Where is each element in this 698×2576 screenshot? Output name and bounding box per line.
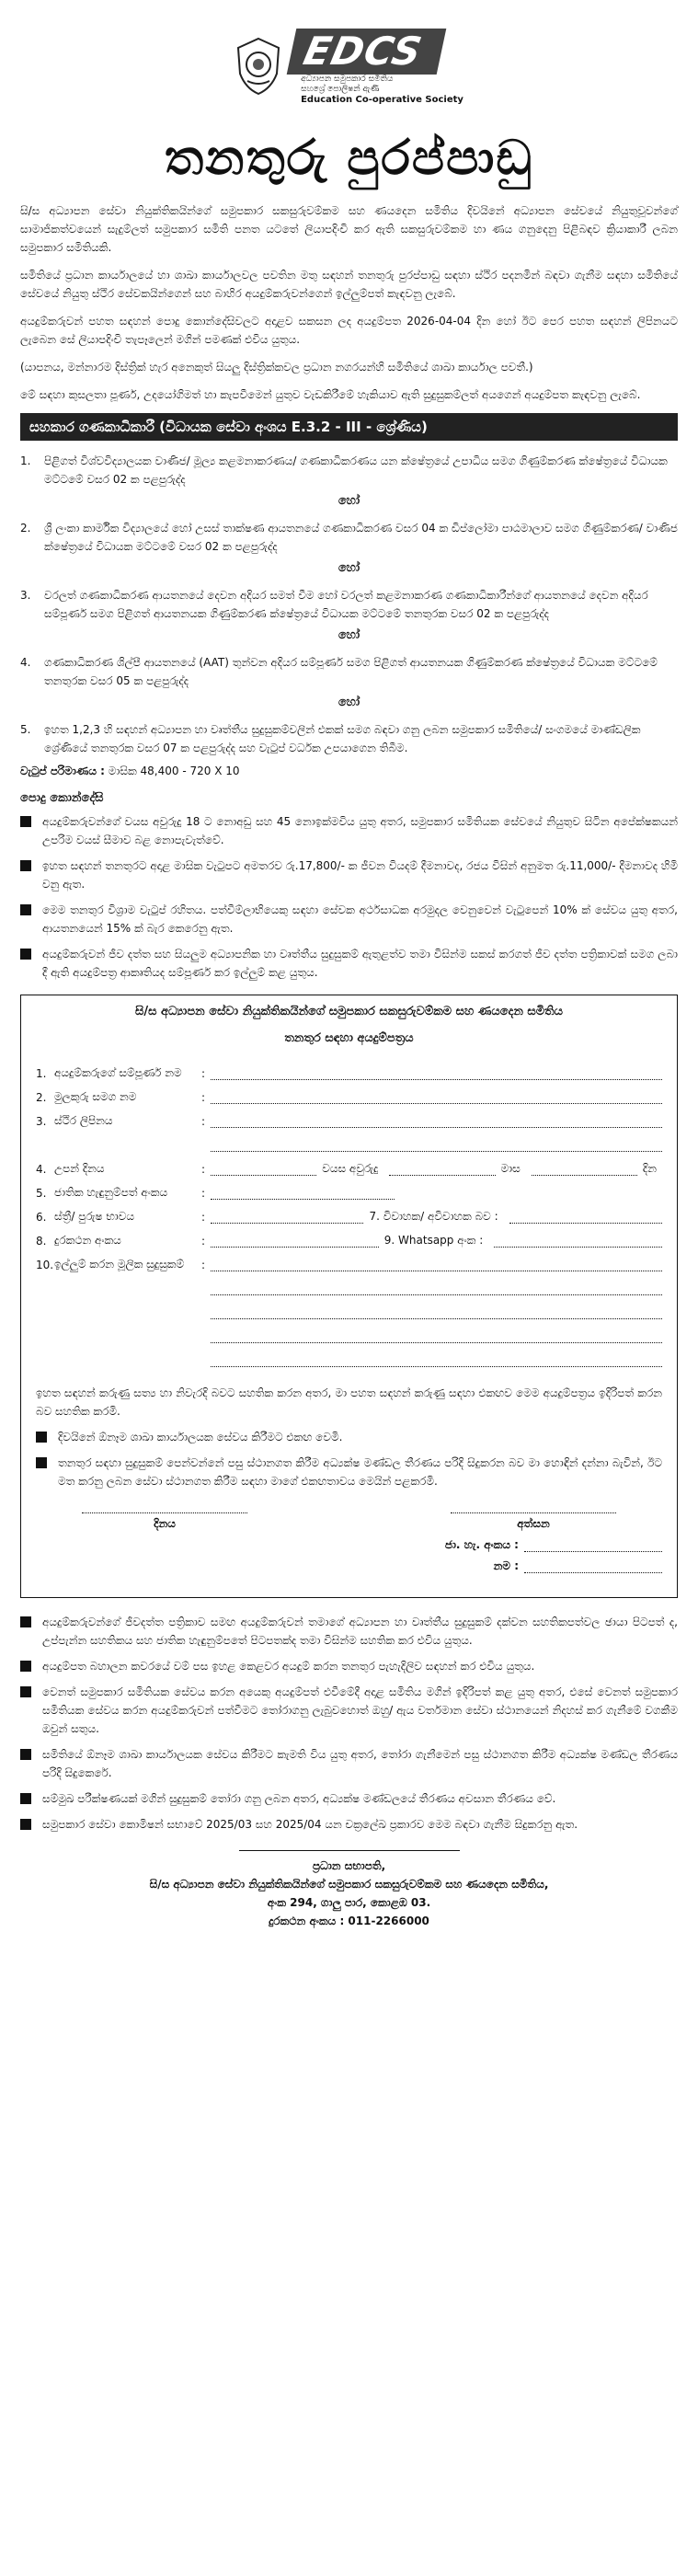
or-separator: හෝ: [338, 628, 360, 642]
note-item: සමිතියේ ඕනෑම ශාඛා කාර්යාලයක සේවය කිරීමට කැමති විය යුතු අතර, තෝරා ගැනීමෙන් පසු ස්ථානගත කිරීම අධ්‍යක්ෂ මණ්ඩල තීරණය පරිදි සිදුකෙරේ.: [20, 1745, 678, 1782]
dob-field[interactable]: [211, 1162, 316, 1176]
signature-line[interactable]: [451, 1512, 616, 1513]
name-with-initials-field[interactable]: [211, 1090, 662, 1104]
signer-name-field[interactable]: [524, 1559, 662, 1573]
qualifications-list: [20, 452, 678, 757]
form-row-qualifications: 10. ඉල්ලුම් කරන මූලික සුදුසුකම් :: [36, 1248, 662, 1271]
qualifications-field[interactable]: [211, 1258, 662, 1271]
dob-month-field[interactable]: [389, 1162, 495, 1176]
org-name-english: Education Co-operative Society: [301, 94, 463, 105]
gender-field[interactable]: [211, 1210, 363, 1224]
qualifications-field-line4[interactable]: [211, 1329, 662, 1343]
form-title: තනතුර සඳහා අයදුම්පත්‍රය: [284, 1031, 414, 1045]
or-separator: හෝ: [338, 561, 360, 575]
agreement-item: තනතුර සඳහා සුදුසුකම් පෙන්වන්නේ පසු ස්ථානගත කිරීම අධ්‍යක්ෂ මණ්ඩල තීරණය පරිදි සිදුකරන බව මා හොඳින් දන්නා බැවින්, ඊට මත කරනු ලබන සේවා ස්ථානගත කිරීම සඳහා මාගේ එකඟතාවය මෙයින් පළකරමි.: [36, 1454, 662, 1490]
note-item: අයදුම්කරුවන්ගේ ජීවදත්ත පත්‍රිකාව සමඟ අයදුම්කරුවන් තමාගේ අධ්‍යාපන හා වෘත්තීය සුදුසුකම් දක්වන සහතිකපත්වල ඡායා පිටපත් ද, උප්පැන්න සහතිකය සහ ජාතික හැඳුනුම්පතේ පිටපතක්ද තමා විසින්ම සහතික කර එවිය යුතුය.: [20, 1613, 678, 1650]
note-item: සමුපකාර සේවා කොමිෂන් සභාවේ 2025/03 සහ 2025/04 යන චක්‍රලේඛ ප්‍රකාරව මෙම බඳවා ගැනීම සිදුකරනු ඇත.: [20, 1815, 678, 1834]
date-label: දිනය: [154, 1517, 176, 1530]
marital-status-field[interactable]: [509, 1210, 662, 1224]
condition-item: අයදුම්කරුවන් ජීව දත්ත සහ සියලුම අධ්‍යාපනික හා වෘත්තීය සුදුසුකම් ඇතුළත්ව තමා විසින්ම සකස් කරගත් ජීව දත්ත පත්‍රිකාවක් සමග ලබා දී ඇති අයදුම්පත්‍ර ආකෘතියද සම්පූර්ණ කර ඉල්ලුම් කළ යුතුය.: [20, 945, 678, 982]
footer-address: ප්‍රධාන සභාපති, සි/ස අධ්‍යාපන සේවා නියුක්තිකයින්ගේ සමුපකාර සකසුරුවම්කම සහ ණයදෙන සමිතිය, අංක 294, ගාලු පාර, කොළඹ 03. දුරකථන අංකය : 011-2266000: [20, 1850, 678, 1930]
nic-field[interactable]: [211, 1186, 395, 1200]
intro-paragraph: සි/ස අධ්‍යාපන සේවා නියුක්තිකයින්ගේ සමුපකාර සකසුරුවම්කම සහ ණයදෙන සමිතිය දිවයිනේ අධ්‍යාපන සේවයේ නියුතුවූවන්ගේ සාමාජිකත්වයෙන් සැදුම්ලත් සමුපකාර සමිති පනත යටතේ ලියාපදිංචි කර ඇති සකසුරුවම්කම හා ණය ගනුදෙනු පිළිබඳව ක්‍රියාකාරී ලබන සමුපකාර සමිතියකි.: [20, 204, 678, 254]
signature-row: [36, 1512, 662, 1531]
footer-phone: දුරකථන අංකය : 011-2266000: [269, 1915, 429, 1927]
dob-day-field[interactable]: [532, 1162, 637, 1176]
note-item: වෙනත් සමුපකාර සමිතියක සේවය කරන අයෙකු අයදුම්පත් එවීමේදී අදාළ සමිතිය මගින් ඉදිරිපත් කළ යුතු අතර, එසේ වෙනත් සමුපකාර සමිතියක සේවය කරන අයදුම්කරුවන් පත්වීමට තෝරාගනු ලැබුවහොත් ඔහු/ ඇය වර්තමාන සේවා ස්ථානයෙන් නිදහස් කර ගැනීමේ වගකීම ඔවුන් සතුය.: [20, 1683, 678, 1738]
condition-item: ඉහත සඳහන් තනතුරට අදාළ මාසික වැටුපට අමතරව රු.17,800/- ක ජීවන වියදම් දීමනාවද, රජය විසින් අනුමත රු.11,000/- දීමනාවද හිමි වනු ඇත.: [20, 857, 678, 893]
brand-block: [292, 29, 463, 105]
date-line[interactable]: [82, 1512, 247, 1513]
qualification-item: 3. වරලත් ගණකාධිකරණ ආයතනයේ දෙවන අදියර සමත් වීම හෝ වරලත් කළමනාකරණ ගණකාධිකාරීන්ගේ ආයතනයේ දෙවන අදියර සම්පූර්ණ සමග පිළිගත් ආයතනයක ගිණුම්කරණ ක්ෂේත්‍රයේ විධායක මට්ටමේ තනතුරක වසර 02 ක පළපුරුද්ද: [20, 589, 648, 620]
application-form: [20, 995, 678, 1598]
name-sign-row: නම :: [36, 1559, 662, 1573]
form-header: සි/ස අධ්‍යාපන සේවා නියුක්තිකයින්ගේ සමුපකාර සකසුරුවම්කම සහ ණයදෙන සමිතිය: [134, 1005, 564, 1018]
qualification-item: 1. පිළිගත් විශ්වවිද්‍යාලයක වාණිජ/ මූල්‍ය කළමනාකරණය/ ගණකාධිකරණය යන ක්ෂේත්‍රයේ උපාධිය සමග ගිණුම්කරණ ක්ෂේත්‍රයේ විධායක මට්ටමේ වසර 02 ක පළපුරුද්ද: [20, 454, 668, 486]
qualification-item: 5. ඉහත 1,2,3 හි සඳහන් අධ්‍යාපන හා වෘත්තීය සුදුසුකම්වලින් එකක් සමග බඳවා ගනු ලබන සමුපකාර සමිතියේ/ සංගමයේ මාණ්ඩලික ශ්‍රේණියේ තනතුරක වසර 07 ක පළපුරුද්ද සහ වැටුප් වර්ධක උපයාගෙන තිබීම.: [20, 723, 641, 754]
declaration-text: ඉහත සඳහන් කරුණු සත්‍ය හා නිවැරදි බවට සහතික කරන අතර, මා පහත සඳහන් කරුණු සඳහා එකඟව මෙම අයදුම්පත්‍රය ඉදිරිපත් කරන බව සහතික කරමි.: [36, 1386, 662, 1418]
intro-paragraph: (යාපනය, මන්නාරම දිස්ත්‍රික් හැර අනෙකුත් සියලු දිස්ත්‍රික්කවල ප්‍රධාන නගරයන්හි සමිතියේ ශාඛා කාර්යාල පවතී.): [20, 361, 533, 374]
salary-scale: වැටුප් පරිමාණය : මාසික 48,400 - 720 X 10: [20, 765, 240, 777]
phone-field[interactable]: [211, 1234, 379, 1248]
intro-paragraph: අයදුම්කරුවන් පහත සඳහන් පොදු කොන්දේසිවලට අදාළව සකසන ලද අයදුම්පත 2026-04-04 දින හෝ ඊට පෙර පහත සඳහන් ලිපිනයට ලැබෙන සේ ලියාපදිංචි තැපෑලෙන් මගින් පමණක් එවිය යුතුය.: [20, 315, 678, 346]
nic-sign-row: ජා. හැ. අංකය :: [36, 1538, 662, 1552]
society-emblem-icon: [235, 37, 282, 96]
form-row-gender: 6. ස්ත්‍රී/ පුරුෂ භාවය : 7. විවාහක/ අවිවාහක බව :: [36, 1200, 662, 1224]
qualification-item: 4. ගණකාධිකරණ ශිල්පී ආයතනයේ (AAT) තුන්වන අදියර සම්පූර්ණ සමග පිළිගත් ආයතනයක ගිණුම්කරණ ක්ෂේත්‍රයේ විධායක මට්ටමේ තනතුරක වසර 05 ක පළපුරුද්ද: [20, 656, 658, 687]
qualifications-field-line2[interactable]: [211, 1282, 662, 1295]
whatsapp-field[interactable]: [494, 1234, 662, 1248]
intro-paragraph: මේ සඳහා කුසලතා පූර්ණ, උදයෝගිමත් හා කැපවීමෙන් යුතුව වැඩකිරීමේ හැකියාව ඇති සුදුසුකම්ලත් අයගෙන් අයදුම්පත කැඳවනු ලැබේ.: [20, 388, 641, 401]
page-title: තනතුරු පුරප්පාඩු: [165, 131, 533, 186]
org-name-sinhala: අධ්‍යාපන සමුපකාර සමිතිය: [301, 74, 394, 84]
form-row-dob: 4. උපන් දිනය : වයස අවුරුදු මාස දින: [36, 1162, 657, 1176]
signer-nic-field[interactable]: [524, 1538, 662, 1552]
qualifications-field-line3[interactable]: [211, 1305, 662, 1319]
form-row-phone: 8. දුරකථන අංකය : 9. Whatsapp අංක :: [36, 1224, 662, 1248]
form-row-name-initials: 2. මුලකුරු සමග නම :: [36, 1080, 662, 1104]
note-item: සම්මුඛ පරීක්ෂණයක් මගින් සුදුසුකම් තෝරා ගනු ලබන අතර, අධ්‍යක්ෂ මණ්ඩලයේ තීරණය අවසාන තීරණය වේ.: [20, 1789, 678, 1808]
note-item: අයදුම්පත බහාලන කවරයේ වම් පස ඉහළ කෙළවර අයදුම් කරන තනතුර පැහැදිලිව සඳහන් කර එවිය යුතුය.: [20, 1657, 678, 1675]
qualifications-field-line5[interactable]: [211, 1353, 662, 1367]
condition-item: අයදුම්කරුවන්ගේ වයස අවුරුදු 18 ට නොඅඩු සහ 45 නොඉක්මවිය යුතු අතර, සමුපකාර සමිතියක සේවයේ නියුතුව සිටින අපේක්ෂකයන් උපරිම වයස් සීමාව බළ නොපැවැත්වේ.: [20, 812, 678, 849]
qualification-item: 2. ශ්‍රී ලංකා කාර්මික විද්‍යාලයේ හෝ උසස් තාක්ෂණ ආයතනයේ ගණකාධිකරණ වසර 04 ක ඩිප්ලෝමා පාඨමාලාව සමග ගිණුම්කරණ/ වාණිජ ක්ෂේත්‍රයේ විධායක මට්ටමේ වසර 02 ක පළපුරුද්ද: [20, 522, 678, 553]
address-field-line2[interactable]: [211, 1138, 662, 1152]
or-separator: හෝ: [338, 696, 360, 709]
conditions-heading: පොදු කොන්දේසි: [20, 791, 104, 805]
full-name-field[interactable]: [211, 1066, 662, 1080]
edcs-logo: EDCS: [287, 29, 447, 75]
position-title-bar: සහකාර ගණකාධිකාරී (විධායක සේවා අංශය E.3.2 - III - ශ්‍රේණිය): [20, 413, 678, 441]
form-row-address: 3. ස්ථිර ලිපිනය :: [36, 1104, 662, 1128]
form-row-full-name: 1. අයදුම්කරුගේ සම්පූර්ණ නම :: [36, 1056, 662, 1080]
agreement-item: දිවයිනේ ඕනෑම ශාඛා කාර්යාලයක සේවය කිරීමට එකඟ වෙමි.: [36, 1428, 662, 1446]
form-row-nic: 5. ජාතික හැඳුනුම්පත් අංකය :: [36, 1176, 662, 1200]
intro-paragraph: සමිතියේ ප්‍රධාන කාර්යාලයේ හා ශාඛා කාර්යාලවල පවතින මතු සඳහන් තනතුරු පුරප්පාඩු සඳහා ස්ථිර පදනමින් බඳවා ගැනීම සඳහා සමිතියේ සේවයේ නියුතු ස්ථිර සේවකයින්ගෙන් සහ බාහිර අයදුම්කරුවන්ගෙන් ඉල්ලුම්පත් කැඳවනු ලැබේ.: [20, 269, 678, 300]
form-row-address-2: [36, 1128, 662, 1152]
signature-label: අත්සන: [517, 1517, 550, 1530]
header: [20, 0, 678, 123]
org-name-tamil: සහශ්‍රේ පොලිෂන් ඇණි: [301, 84, 380, 94]
address-field[interactable]: [211, 1114, 662, 1128]
condition-item: මෙම තනතුර විශ්‍රාම වැටුප් රහිතය. පත්වීම්ලාභියෙකු සඳහා සේවක අර්ථසාධක අරමුදල වෙනුවෙන් වැටුපෙන් 10% ක් සේවය යුතු අතර, ආයතනයෙන් 15% ක් බැර කෙරෙනු ඇත.: [20, 901, 678, 937]
or-separator: හෝ: [338, 494, 360, 508]
